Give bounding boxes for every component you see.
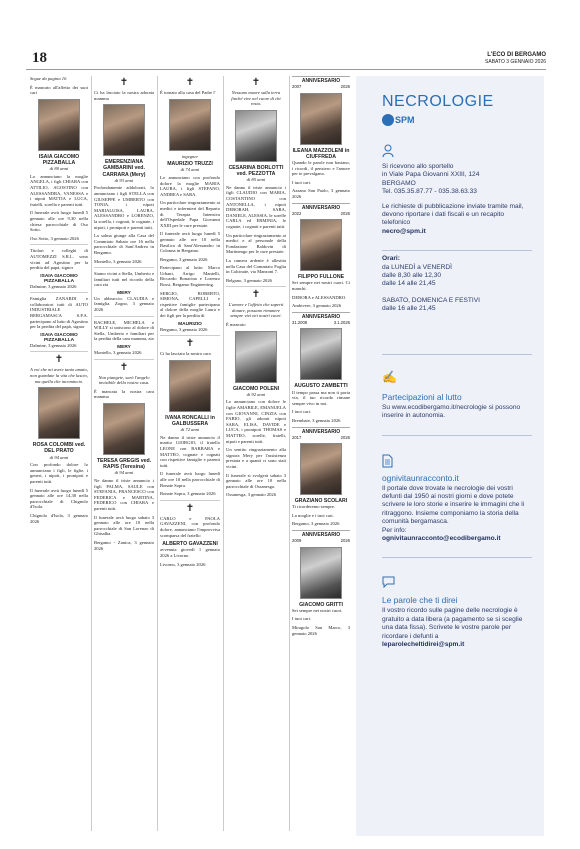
obituary-text: È mancato all'affetto dei suoi cari xyxy=(30,84,88,96)
deceased-photo xyxy=(300,93,342,145)
parole-text: Il vostro ricordo sulle pagine delle necrologie è gratuito a data libera (a pagamento se si sceglie una data fissa). Scrivete le vostre parole per ricordare i defunti a xyxy=(382,607,523,640)
deceased-photo xyxy=(300,443,342,495)
spm-logo: SPM xyxy=(382,114,532,126)
deceased-photo xyxy=(235,331,277,383)
column-divider xyxy=(157,76,158,831)
anniversary-heading: ANNIVERSARIO xyxy=(292,76,350,84)
obituary-place-date: Dalmine, 3 gennaio 2026 xyxy=(30,342,77,348)
obituary-text: Il funerale avrà luogo lunedì 5 gennaio alle ore 10 nella Basilica di Sant'Alessandro in Colonna in Bergamo. xyxy=(160,231,220,254)
obituary-text: La camera ardente è allestita nella Casa del Commiato Foglia in Calcinate, via Manzoni 7. xyxy=(226,257,286,275)
deceased-name: GIACOMO POLENI xyxy=(232,385,280,392)
hours-title: Orari: xyxy=(382,255,400,263)
obituary-place-date: Bergamo - Zanica, 3 gennaio 2026 xyxy=(94,539,154,551)
obituary-text: Sei sempre nei nostri cuori. xyxy=(292,607,343,613)
column-divider xyxy=(223,76,224,831)
continuation-note: Segue da pagina 16 xyxy=(30,76,67,81)
condolence-name: MAURIZIO xyxy=(178,321,202,327)
deceased-name: FILIPPO FULLONE xyxy=(297,274,345,281)
parole-title: Le parole che ti direi xyxy=(382,595,458,606)
obituary-text: Il funerale avrà luogo lunedì alle ore 10 nella parrocchiale di Bonate Sopra. xyxy=(160,471,220,488)
obituary-column-2 xyxy=(94,76,154,836)
deceased-age: di 94 anni xyxy=(49,454,69,460)
deceased-title: ingegner xyxy=(181,153,199,159)
obituary-text: Il funerale avrà luogo lunedì 5 gennaio alle ore 9,30 nella chiesa parrocchiale di Oso Sotto. xyxy=(30,210,88,233)
cross-icon: ✝ xyxy=(54,354,64,366)
deceased-age: di 93 anni xyxy=(114,177,134,183)
obituary-text: Lo annunciano con profondo dolore la moglie MARIA LAURA, i figli STEFANO, ANDREA e SARA. xyxy=(160,174,220,197)
anniversary-years: 2017 2026 xyxy=(292,434,350,440)
obituary-column-3 xyxy=(160,76,220,836)
obituary-place-date: Bergamo, 3 gennaio 2026 xyxy=(160,256,208,262)
office-address: Si ricevono allo sportello in Viale Papa Giovanni XXIII, 124 BERGAMO Tel. 035.35.87.77 - 035.38.63.33 xyxy=(382,163,480,196)
obituary-text: Ne danno il triste annuncio i figli PALMA, SAULE con STEFANIA, FRANCESCO con FEDERICA e MARTINA, FEDERICO con CHIARA e parenti tutti. xyxy=(94,478,154,511)
deceased-photo xyxy=(38,99,80,151)
obituary-text: Sei sempre nei nostri cuori. Ci manchi. xyxy=(292,280,350,291)
obituary-place-date: Montello, 3 gennaio 2026 xyxy=(94,350,142,356)
obituary-place-date: Ossanesga, 3 gennaio 2026 xyxy=(226,492,277,498)
obituary-quote: A voi che mi avete tanto amato, non guardate la vita che lascio, ma quella che incomincio. xyxy=(30,367,88,384)
condolence-name: ISAIA GIACOMO PIZZABALLA xyxy=(40,273,78,284)
deceased-photo xyxy=(235,110,277,162)
obituary-place-date: Livorno, 3 gennaio 2026 xyxy=(160,561,206,567)
condolence-text: Partecipano al lutto: Marco Urbani, Arrigo Mantelli, Riccardo Bonacina e Lorenzo Rossi, Bergamo Engineering. xyxy=(160,265,220,288)
anniversary-heading: ANNIVERSARIO xyxy=(292,312,350,320)
condolence-name: ISAIA GIACOMO PIZZABALLA xyxy=(40,332,78,343)
deceased-name: ISAIA GIACOMO PIZZABALLA xyxy=(38,153,80,166)
deceased-photo xyxy=(169,99,211,151)
necrologie-info-panel xyxy=(356,76,544,836)
condolence-name: MERY xyxy=(117,290,131,296)
obituary-text: Un sentito ringraziamento alla signora Mery per l'assistenza prestata e a quanti ci sono stati vicini. xyxy=(226,447,286,469)
obituary-text: Quando le parole non bastano, i ricordi, il pensiero e l'amore per te prevalgano. xyxy=(292,160,350,177)
deceased-name: AUGUSTO ZAMBETTI xyxy=(294,383,348,390)
anniversary-years: 2009 2026 xyxy=(292,538,350,544)
obituary-text: Un particolare ringraziamento ai medici e infermieri del Reparto di Terapia Intensiva dell'Ospedale Papa Giovanni XXIII per le cure prestate. xyxy=(160,200,220,228)
obituary-text: È mancato xyxy=(226,322,246,328)
cross-icon: ✝ xyxy=(119,77,129,88)
anniversary-heading: ANNIVERSARIO xyxy=(292,530,350,538)
deceased-name: TERESA GREGIS ved. RAPIS (Teresina) xyxy=(96,458,152,471)
condolence-text: Un abbraccio. CLAUDIA e famiglia. Zogno, 3 gennaio 2026 xyxy=(94,295,154,313)
document-icon xyxy=(382,454,396,468)
column-divider xyxy=(289,76,290,831)
obituary-text: Lo annunciano la moglie ANGELA, i figli CHIARA con ATTILIO, AGOSTINO con ALESSANDRA, VANESSA e i nipoti MATTIA e LUCA, fratelli, sorella e parenti tutti. xyxy=(30,173,88,207)
obituary-text: avvenuta giovedì 1 gennaio 2026 a Livorno. xyxy=(160,547,220,558)
obituary-text: È mancata la nostra cara mamma xyxy=(94,388,154,400)
obituary-text: Il funerale si svolgerà sabato 3 gennaio alle ore 10 nella parrocchiale di Ossanesga. xyxy=(226,472,286,489)
obituary-quote: Nessuno muore sulla terra finché vive nel cuore di chi resta. xyxy=(231,90,281,107)
ognivita-text: Il portale dove trovate le necrologie dei vostri defunti dal 1950 ai nostri giorni e dove potete scrivere le loro storie e inserire le immagini che li ritraggono. Insieme componiamo la storia della comunità bergamasca. xyxy=(382,484,525,526)
obituary-text: La moglie e i tuoi cari. xyxy=(292,512,334,518)
deceased-age: di 74 anni xyxy=(180,167,200,173)
condolence-text: Siamo vicini a Stella, Umberto e familiari tutti nel ricordo della cara zia xyxy=(94,271,154,288)
obituary-text: Il funerale avrà luogo sabato 3 gennaio alle ore 10 nella parrocchiale di San Lorenzo di Ghisalba. xyxy=(94,514,154,537)
obituary-text: I tuoi cari. xyxy=(292,616,312,622)
condolence-text: RACHELE, MICHELA e WILLY si uniscono al dolore di Stella, Umberto e familiari per la perdita della cara mamma, zia xyxy=(94,319,154,342)
panel-title: NECROLOGIE xyxy=(382,93,494,110)
obituary-place-date: Chignolo d'Isola, 3 gennaio 2026 xyxy=(30,512,88,524)
page-header xyxy=(26,50,546,70)
obituary-text: I tuoi cari. xyxy=(292,179,312,185)
deceased-name: ILEANA MAZZOLENI in CIUFFREDA xyxy=(292,147,350,160)
deceased-photo xyxy=(300,219,342,271)
deceased-name: ALBERTO GAVAZZENI xyxy=(162,541,218,548)
column-divider xyxy=(91,76,92,831)
obituary-text: Un particolare ringraziamento ai medici e al personale della Fondazione Baldovin di Martinengo per le cure prestate. xyxy=(226,232,286,255)
deceased-photo xyxy=(169,360,211,412)
deceased-name: IVANA RONCALLI in GALBUSSERA xyxy=(165,414,215,428)
condolence-text: SERGIO, ROBERTO, SIMONA, CAPELLI e rispettive famiglie partecipano al dolore della moglie Laura e dei figli per la perdita di xyxy=(160,290,220,319)
deceased-photo xyxy=(300,328,342,380)
deceased-photo xyxy=(103,104,145,156)
deceased-age: di 80 anni xyxy=(49,166,69,172)
obituary-text: Il funerale avrà luogo lunedì 5 gennaio alle ore 14,30 nella parrocchiale di Chignolo d'Isola. xyxy=(30,487,88,510)
obituary-text: Profondamente addolorati, lo annunciano i figli STELLA con GIUSEPPE e UMBERTO con TONIA, i nipoti MARIALUISA, LAURA, ALESSANDRO e LORENZO, la sorella, i cognati, le cognate, i nipoti, i pronipoti e parenti tutti. xyxy=(94,185,154,230)
obituary-quote: Non piangete, sarò l'angelo invisibile della vostra casa. xyxy=(98,374,150,386)
obituary-column-1 xyxy=(30,76,88,836)
deceased-age: di 85 anni xyxy=(246,177,266,183)
deceased-photo xyxy=(300,547,342,599)
cross-icon: ✝ xyxy=(251,77,261,88)
condolence-text: Famiglia ZANARDI e collaboratori tutti di AUTO INDUSTRIALE BERGAMASCA S.P.A. partecipano al lutto di Agostino per la perdita del papà, signor xyxy=(30,296,88,330)
obituary-text: Con profondo dolore lo annunciano i figli, le figlie, i generi, i nipoti, i pronipoti e parenti tutti. xyxy=(30,462,88,484)
deceased-name: CESARINA BORLOTTI ved. PEZZOTTA xyxy=(228,164,284,177)
paper-name: L'ECO DI BERGAMO xyxy=(487,52,546,58)
parole-email-link[interactable]: leparolecheltidirei@spm.it xyxy=(382,640,465,648)
anniversary-heading: ANNIVERSARIO xyxy=(292,203,350,211)
obituary-place-date: Dalmine, 3 gennaio 2026 xyxy=(30,283,77,289)
obituary-text: I tuoi cari. xyxy=(292,409,312,415)
spm-logo-icon xyxy=(382,114,394,126)
ognivita-title[interactable]: ognivitaunracconto.it xyxy=(382,472,459,483)
obituary-text: Ne danno il triste annuncio i figli CLAUDIO con MARIA, COSTANTINO con ANTONELLA, i nipoti DEBORAH, SARA, DANIELE, ALESSIA, le sorelle CARLA ed ERMINIA, le cognate, i cognati e parenti tutti. xyxy=(226,184,286,229)
obituary-place-date: Miragolo San Marco, 3 gennaio 2026 xyxy=(292,625,350,636)
deceased-name: ROSA COLOMBI ved. DEL PRATO xyxy=(32,442,86,455)
deceased-age: di 72 anni xyxy=(180,427,200,433)
obituary-text: Ci ha lasciato la nostra cara xyxy=(160,351,211,357)
cross-icon: ✝ xyxy=(251,289,261,301)
deceased-age: di 94 anni xyxy=(114,470,134,476)
obituary-place-date: Azzano San Paolo, 3 gennaio 2026 xyxy=(292,188,350,199)
obituary-quote: L'amore e l'affetto che saperti donare, possano rimanere sempre vivi nei nostri cuori. xyxy=(228,302,284,319)
obituary-text: Ne danno il triste annuncio il marito GIORGIO, il fratello LEONE con BARBARA e MATTEO, cognate e cognati con rispettive famiglie e parenti tutti. xyxy=(160,434,220,468)
obituary-text: È tornato alla casa del Padre l' xyxy=(160,90,216,95)
obituary-text: Ci ha lasciato la nostra adorata mamma xyxy=(94,90,154,101)
email-instructions: Le richieste di pubblicazione inviate tramite mail, devono riportare i dati fiscali e un recapito telefonico xyxy=(382,202,524,227)
condolence-text: Titolari e colleghi di AUTOMEZZI S.R.L. sono vicini ad Agostino per la perdita del papà, signor xyxy=(30,248,88,271)
cross-icon: ✝ xyxy=(185,338,195,350)
anniversary-years: 31.2008 3.1.2026 xyxy=(292,319,350,325)
issue-date: SABATO 3 GENNAIO 2026 xyxy=(485,59,546,65)
deceased-name: GIACOMO GRITTI xyxy=(299,601,343,608)
obituary-column-4 xyxy=(226,76,286,836)
opening-hours: da LUNEDÌ a VENERDÌ dalle 8,30 alle 12,30 dalle 14 alle 21,45 SABATO, DOMENICA E FESTIVI dalle 16 alle 21,45 xyxy=(382,263,480,313)
obituary-place-date: Montello, 3 gennaio 2026 xyxy=(94,258,142,264)
anniversary-years: 2007 2026 xyxy=(292,84,350,89)
obituary-text: DEBORA e ALESSANDRO. xyxy=(292,294,347,300)
obituary-text: Il tempo passa ma non ti porta via, il tuo ricordo rimane sempre vivo in noi. xyxy=(292,389,350,406)
obituary-place-date: Bonate Sopra, 3 gennaio 2026 xyxy=(160,491,216,497)
obituary-place-date: Brembate, 3 gennaio 2026 xyxy=(292,417,341,423)
speech-bubble-icon xyxy=(382,576,396,590)
obituary-place-date: Oso Sotto, 3 gennaio 2026 xyxy=(30,235,79,241)
newspaper-masthead xyxy=(485,52,546,66)
cross-icon: ✝ xyxy=(119,361,129,373)
obituary-text: Lo annunciano con dolore le figlie AMABILE, EMANUELA con GIOVANNI, CINZIA con FABIO, gli adorati nipoti SARA, ELISA, DAVIDE e LUCA, i pronipoti THOMAS e MATTEO, sorelle, fratelli, nipoti e parenti tutti. xyxy=(226,399,286,444)
deceased-name: GRAZIANO SCOLARI xyxy=(294,498,348,505)
deceased-name: MAURIZIO TRUZZI xyxy=(167,161,213,168)
obituary-place-date: Bergamo, 3 gennaio 2026 xyxy=(160,326,208,332)
partecipazioni-text: Su www.ecodibergamo.it/necrologie si possono inserire in autonomia. xyxy=(382,403,521,420)
deceased-photo xyxy=(103,403,145,455)
obituary-place-date: Ambivere, 3 gennaio 2026 xyxy=(292,303,341,309)
anniversary-years: 2022 2026 xyxy=(292,210,350,216)
anniversary-heading: ANNIVERSARIO xyxy=(292,427,350,435)
obituary-place-date: Belgano, 3 gennaio 2026 xyxy=(226,277,272,283)
ognivita-info-label: Per info: xyxy=(382,526,407,534)
necro-email-link[interactable]: necro@spm.it xyxy=(382,227,426,235)
cross-icon: ✝ xyxy=(185,77,195,88)
cross-icon: ✝ xyxy=(185,502,195,514)
obituary-place-date: Bergamo, 3 gennaio 2026 xyxy=(292,521,340,527)
user-icon xyxy=(382,144,396,158)
anniversary-column xyxy=(292,76,350,836)
deceased-name: EMERENZIANA GAMBARINI ved. CARRARA (Mery) xyxy=(102,159,146,178)
hand-writing-icon: ✍ xyxy=(382,369,397,384)
obituary-text: La salma giunge alla Casa del Commiato Sabato ore 16 nella parrocchiale di Sant'Andrea in Bergamo. xyxy=(94,233,154,255)
deceased-photo xyxy=(38,387,80,439)
condolence-name: MERY xyxy=(117,345,131,351)
ognivita-email-link[interactable]: ognivitaunracconto@ecodibergamo.it xyxy=(382,534,501,542)
partecipazioni-title: Partecipazioni al lutto xyxy=(382,391,462,402)
obituary-text: Ti ricorderemo sempre. xyxy=(292,504,336,510)
deceased-age: di 92 anni xyxy=(246,391,266,397)
page-number: 18 xyxy=(32,50,47,66)
obituary-text: CARLO e PAOLA GAVAZZENI, con profondo dolore, annunciano l'improvvisa scomparsa del fratello xyxy=(160,515,220,538)
